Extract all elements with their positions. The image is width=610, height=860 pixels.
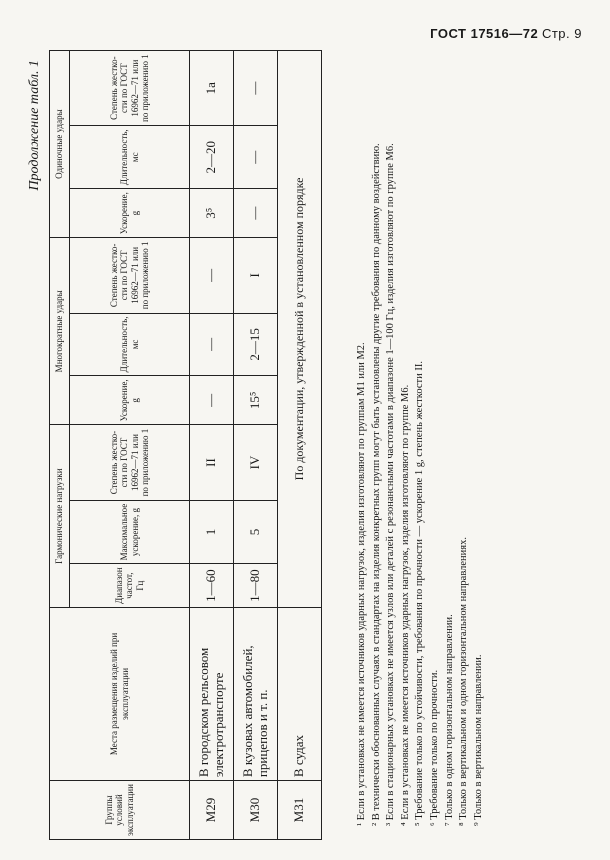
table-row — [234, 51, 278, 840]
cell-freq: 1—80 — [234, 564, 278, 607]
header-group: Группы условий эксплуатации — [50, 781, 190, 840]
cell-s-duration: 2—20 — [190, 126, 234, 189]
cell-maxaccel: 5 — [234, 500, 278, 564]
table-row — [278, 51, 322, 840]
cell-s-accel: 3⁵ — [190, 189, 234, 238]
rotated-page-content — [25, 50, 590, 840]
header-m-degree: Степень жестко-сти по ГОСТ 16962—71 или по приложению 1 — [70, 238, 190, 313]
table-row — [190, 51, 234, 840]
cell-s-degree: — — [234, 51, 278, 126]
header-freq: Диапазон частот, Гц — [70, 564, 190, 607]
cell-s-degree: 1а — [190, 51, 234, 126]
cell-h-degree: II — [190, 425, 234, 500]
cell-m-duration: 2—15 — [234, 313, 278, 376]
header-s-duration: Длительность, мс — [70, 126, 190, 189]
cell-m-accel: — — [190, 376, 234, 425]
page-number: Стр. 9 — [541, 26, 582, 41]
header-maxaccel: Максимальное ускорение, g — [70, 500, 190, 564]
cell-m-accel: 15⁵ — [234, 376, 278, 425]
cell-m-duration: — — [190, 313, 234, 376]
header-single: Одиночные удары — [50, 51, 70, 238]
conditions-table — [49, 50, 322, 840]
footnote: ⁴ Если в установках не имеется источников ударных нагрузок, изделия изготовляют по группе М6. — [399, 384, 411, 826]
header-multiple: Многократные удары — [50, 238, 70, 425]
row-place: В городском рельсовом электротранспорте — [190, 607, 234, 780]
page-header — [430, 26, 582, 42]
row-place: В судах — [278, 607, 322, 780]
header-m-accel: Ускорение, g — [70, 376, 190, 425]
cell-s-duration: — — [234, 126, 278, 189]
header-m-duration: Длительность, мс — [70, 313, 190, 376]
footnote: ² В технически обоснованных случаях в стандартах на изделия конкретных групп могут быть установлены другие требования по данному воздействию. — [370, 143, 382, 826]
cell-maxaccel: 1 — [190, 500, 234, 564]
cell-m-degree: I — [234, 238, 278, 313]
footnote: ⁶ Требование только по прочности. — [428, 669, 440, 826]
header-harmonic: Гармонические нагрузки — [50, 425, 70, 607]
header-place: Места размещения изделий при эксплуатации — [50, 607, 190, 780]
cell-h-degree: IV — [234, 425, 278, 500]
row-code: М29 — [190, 781, 234, 840]
header-s-degree: Степень жестко-сти по ГОСТ 16962—71 или по приложению 1 — [70, 51, 190, 126]
footnote: ³ Если в стационарных установках не имеется узлов или деталей с резонансными частотами в диапазоне 1—100 Гц, изделия изготовляют по группе М6. — [385, 143, 397, 826]
footnotes — [355, 60, 486, 840]
row-code: М30 — [234, 781, 278, 840]
cell-m-degree: — — [190, 238, 234, 313]
cell-freq: 1—60 — [190, 564, 234, 607]
footnote: ⁸ Только в вертикальном и одном горизонтальном направлениях. — [458, 537, 470, 826]
footnote: ¹ Если в установках не имеется источников ударных нагрузок, изделия изготовляют по группам М1 или М2. — [356, 342, 367, 826]
cell-s-accel: — — [234, 189, 278, 238]
header-h-degree: Степень жестко-сти по ГОСТ 16962—71 или по приложению 1 — [70, 425, 190, 500]
footnote: ⁷ Только в одном горизонтальном направлении. — [443, 614, 455, 826]
footnote: ⁹ Только в вертикальном направлении. — [472, 654, 484, 826]
row-code: М31 — [278, 781, 322, 840]
table-continuation-label: Продолжение табл. 1 — [27, 60, 42, 191]
cell-merged-documentation: По документации, утвержденной в установленном порядке — [278, 51, 322, 608]
header-s-accel: Ускорение, g — [70, 189, 190, 238]
standard-number: ГОСТ 17516—72 — [430, 26, 539, 41]
row-place: В кузовах автомобилей, прицепов и т. п. — [234, 607, 278, 780]
footnote: ⁵ Требование только по устойчивости, требования по прочности — ускорение 1 g, степень жесткости II. — [414, 361, 426, 826]
